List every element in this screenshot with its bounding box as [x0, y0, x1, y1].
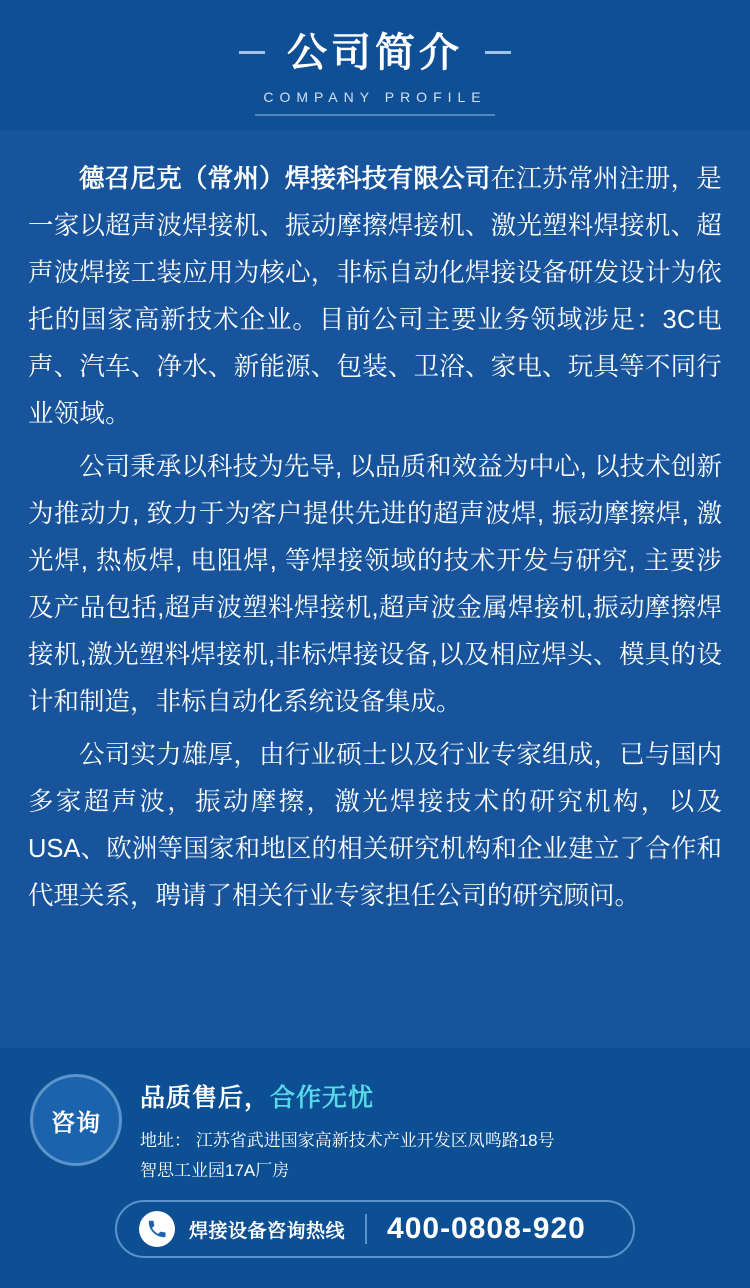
footer-text-block	[140, 1074, 555, 1186]
footer-top	[30, 1074, 720, 1186]
footer	[0, 1048, 750, 1288]
footer-slogan	[140, 1078, 555, 1114]
slogan-main: 品质售后，	[140, 1084, 271, 1112]
right-dash-decoration	[485, 51, 511, 54]
paragraph-2: 公司秉承以科技为先导, 以品质和效益为中心, 以技术创新为推动力, 致力于为客户提供先进的超声波焊, 振动摩擦焊, 激光焊, 热板焊, 电阻焊, 等焊接领域的技术开发与研究, 主要涉及产品包括,超声波塑料焊接机,超声波金属焊接机,振动摩擦焊接机,激光塑料焊接机,非标焊接设备,以及相应焊头、模具的设计和制造，非标自动化系统设备集成。	[28, 453, 722, 716]
company-name: 德召尼克（常州）焊接科技有限公司	[79, 165, 491, 193]
header-title-row	[239, 30, 511, 75]
paragraph-3: 公司实力雄厚，由行业硕士以及行业专家组成，已与国内多家超声波，振动摩擦，激光焊接技术的研究机构，以及USA、欧洲等国家和地区的相关研究机构和企业建立了合作和代理关系，聘请了相关行业专家担任公司的研究顾问。	[28, 741, 722, 910]
consult-badge: 咨询	[30, 1074, 122, 1166]
hotline-bar[interactable]	[115, 1200, 635, 1258]
hotline-number: 400-0808-920	[387, 1212, 586, 1245]
paragraph-1-rest: 在江苏常州注册，是一家以超声波焊接机、振动摩擦焊接机、激光塑料焊接机、超声波焊接工装应用为核心，非标自动化焊接设备研发设计为依托的国家高新技术企业。目前公司主要业务领域涉足：3C电声、汽车、净水、新能源、包装、卫浴、家电、玩具等不同行业领域。	[28, 165, 722, 428]
header	[0, 0, 750, 130]
header-divider	[255, 114, 495, 116]
address-line-2: 智思工业园17A厂房	[140, 1161, 290, 1180]
hotline-label: 焊接设备咨询热线	[189, 1220, 346, 1242]
slogan-accent: 合作无忧	[270, 1084, 375, 1112]
profile-content	[0, 130, 750, 1048]
page-title: 公司简介	[287, 30, 463, 75]
left-dash-decoration	[239, 51, 265, 54]
phone-icon	[139, 1211, 175, 1247]
hotline-divider	[365, 1214, 367, 1244]
paragraph-1	[28, 156, 722, 438]
address-line-1: 地址： 江苏省武进国家高新技术产业开发区凤鸣路18号	[140, 1131, 555, 1150]
page-subtitle: COMPANY PROFILE	[263, 88, 487, 105]
